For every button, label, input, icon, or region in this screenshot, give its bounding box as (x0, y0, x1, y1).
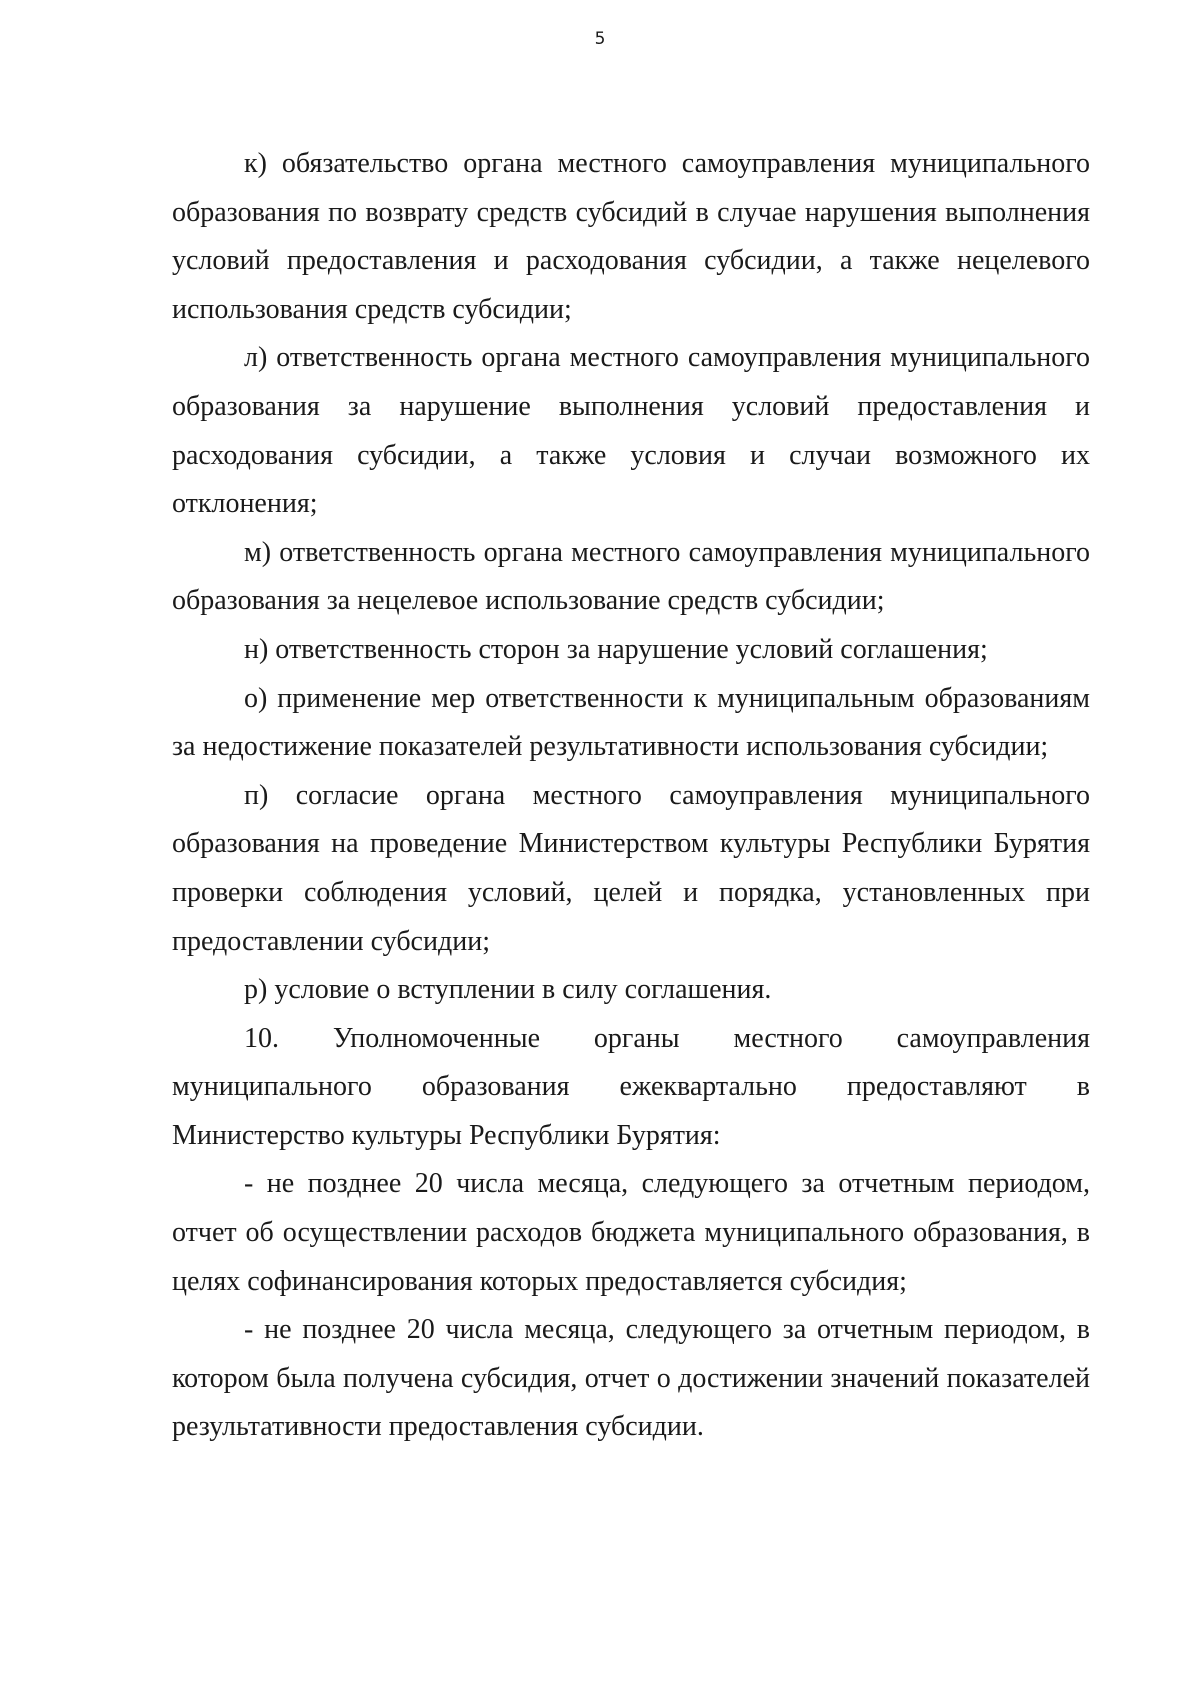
paragraph-n: н) ответственность сторон за нарушение условий соглашения; (244, 633, 988, 665)
paragraph-k: к) обязательство органа местного самоуправления муниципального образования по возврату средств субсидий в случае нарушения выполнения условий предоставления и расходования субсидии, а также нецелевого использования средств субсидии; (172, 148, 1090, 325)
paragraph-dash-2: - не позднее 20 числа месяца, следующего за отчетным периодом, в котором была получена субсидия, отчет о достижении значений показателей результативности предоставления субсидии. (172, 1314, 1090, 1443)
paragraph-dash-1: - не позднее 20 числа месяца, следующего за отчетным периодом, отчет об осуществлении расходов бюджета муниципального образования, в целях софинансирования которых предоставляется субсидия; (172, 1168, 1090, 1297)
paragraph-p: п) согласие органа местного самоуправления муниципального образования на проведение Министерством культуры Республики Бурятия проверки соблюдения условий, целей и порядка, установленных при предоставлении субсидии; (172, 779, 1090, 957)
paragraph-l: л) ответственность органа местного самоуправления муниципального образования за нарушение выполнения условий предоставления и расходования субсидии, а также условия и случаи возможного их отклонения; (172, 342, 1090, 520)
paragraph-10: 10. Уполномоченные органы местного самоуправления муниципального образования ежеквартально предоставляют в Министерство культуры Республики Бурятия: (172, 1022, 1090, 1151)
page-number: 5 (594, 29, 606, 49)
paragraph-r: р) условие о вступлении в силу соглашения. (244, 974, 772, 1006)
document-body (172, 140, 1090, 1452)
paragraph-m: м) ответственность органа местного самоуправления муниципального образования за нецелевое использование средств субсидии; (172, 536, 1090, 617)
paragraph-o: о) применение мер ответственности к муниципальным образованиям за недостижение показателей результативности использования субсидии; (172, 682, 1090, 763)
